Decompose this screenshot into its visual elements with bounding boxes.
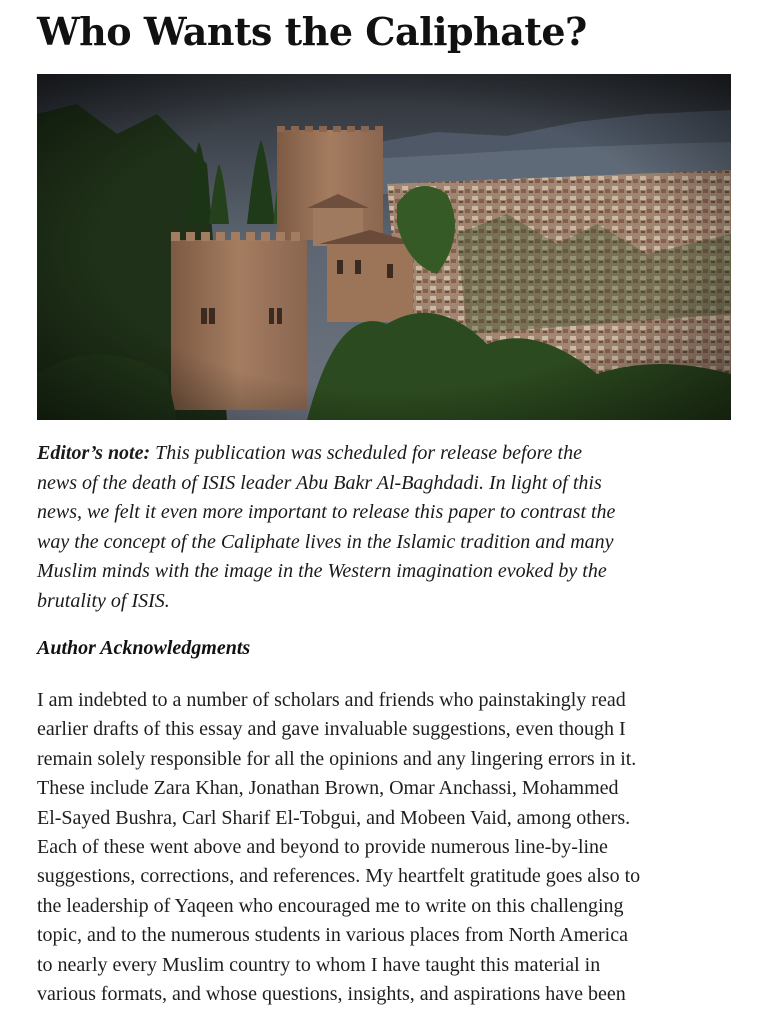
editors-note-line: way the concept of the Caliphate lives in the Islamic tradition and many (37, 530, 614, 553)
editors-note-line: news, we felt it even more important to release this paper to contrast the (37, 501, 616, 523)
body-line: These include Zara Khan, Jonathan Brown, Omar Anchassi, Mohammed (37, 777, 619, 800)
body-line: El-Sayed Bushra, Carl Sharif El-Tobgui, and Mobeen Vaid, among others. (37, 806, 631, 829)
editors-note (37, 439, 731, 616)
body-line: earlier drafts of this essay and gave invaluable suggestions, even though I (37, 718, 626, 741)
acknowledgments-heading: Author Acknowledgments (37, 637, 251, 659)
body-line: I am indebted to a number of scholars and friends who painstakingly read (37, 689, 626, 711)
body-line: suggestions, corrections, and references. My heartfelt gratitude goes also to (37, 865, 641, 888)
body-line: to nearly every Muslim country to whom I have taught this material in (37, 953, 601, 976)
hero-image (37, 74, 731, 420)
body-line: various formats, and whose questions, insights, and aspirations have been (37, 983, 626, 1006)
editors-note-line: brutality of ISIS. (37, 589, 170, 612)
body-line: the leadership of Yaqeen who encouraged me to write on this challenging (37, 894, 624, 917)
editors-note-label: Editor’s note: (37, 442, 151, 464)
acknowledgments-body (37, 686, 737, 1009)
editors-note-line: Muslim minds with the image in the Western imagination evoked by the (37, 560, 607, 582)
editors-note-line: news of the death of ISIS leader Abu Bakr Al-Baghdadi. In light of this (37, 471, 602, 494)
page-title: Who Wants the Caliphate? (37, 9, 587, 54)
body-line: remain solely responsible for all the opinions and any lingering errors in it. (37, 747, 637, 770)
body-line: Each of these went above and beyond to provide numerous line-by-line (37, 836, 608, 859)
editors-note-line: This publication was scheduled for release before the (155, 442, 582, 464)
body-line: topic, and to the numerous students in various places from North America (37, 924, 628, 947)
alhambra-landscape-illustration (37, 74, 731, 420)
